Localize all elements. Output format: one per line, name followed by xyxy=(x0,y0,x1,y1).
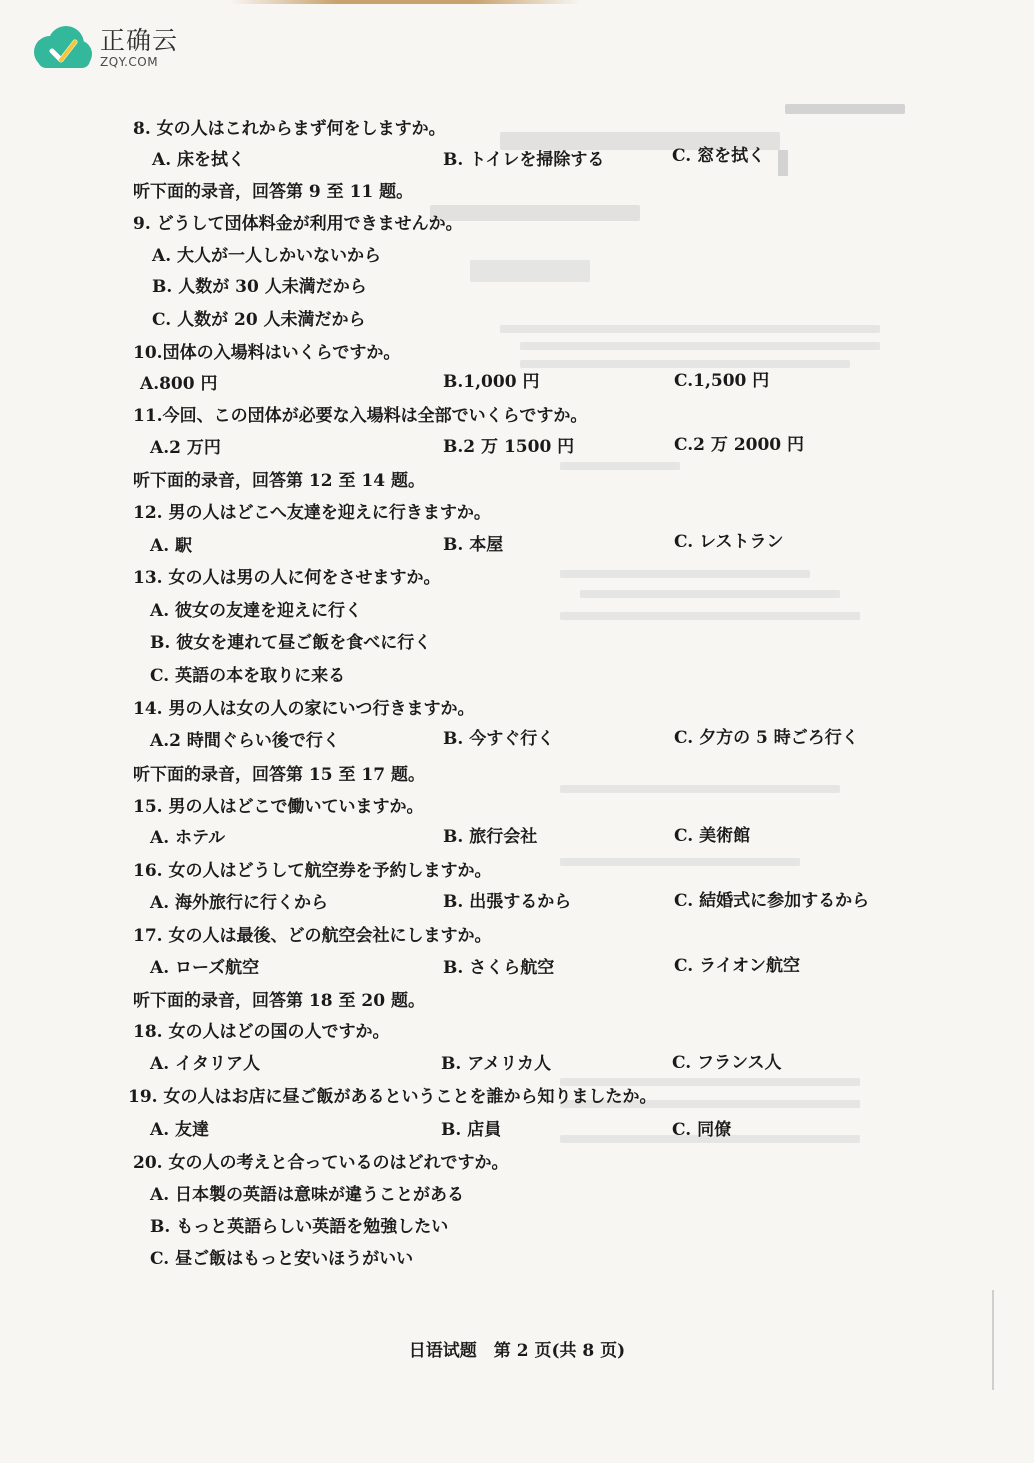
option-c: C. 英語の本を取りに来る xyxy=(150,666,346,686)
option-a: A. 日本製の英語は意味が違うことがある xyxy=(150,1185,465,1205)
page-footer: 日语试题 第 2 页(共 8 页) xyxy=(408,1341,626,1361)
option-a: A.2 時間ぐらい後で行く xyxy=(150,731,340,751)
question-15: 15. 男の人はどこで働いていますか。 xyxy=(133,797,424,817)
option-a: A.2 万円 xyxy=(150,438,221,458)
option-a: A. 大人が一人しかいないから xyxy=(152,246,382,266)
option-a: A.800 円 xyxy=(140,374,218,394)
option-a: A. 彼女の友達を迎えに行く xyxy=(150,601,363,621)
option-b: B. 店員 xyxy=(441,1120,502,1140)
option-b: B. さくら航空 xyxy=(443,958,555,978)
question-18: 18. 女の人はどの国の人ですか。 xyxy=(133,1022,390,1042)
question-19: 19. 女の人はお店に昼ご飯があるということを誰から知りましたか。 xyxy=(128,1087,657,1107)
section-instruction: 听下面的录音，回答第 9 至 11 题。 xyxy=(133,182,414,202)
option-a: A. ローズ航空 xyxy=(150,958,260,978)
question-8: 8. 女の人はこれからまず何をしますか。 xyxy=(133,119,446,139)
option-b: B. 旅行会社 xyxy=(443,827,538,847)
option-a: A. 床を拭く xyxy=(152,150,246,170)
question-20: 20. 女の人の考えと合っているのはどれですか。 xyxy=(133,1153,509,1173)
option-c: C. 昼ご飯はもっと安いほうがいい xyxy=(150,1249,414,1269)
option-c: C. レストラン xyxy=(674,532,784,552)
option-c: C. 同僚 xyxy=(672,1120,732,1140)
option-b: B.1,000 円 xyxy=(443,372,540,392)
option-b: B. アメリカ人 xyxy=(441,1054,552,1074)
question-13: 13. 女の人は男の人に何をさせますか。 xyxy=(133,568,441,588)
option-c: C. ライオン航空 xyxy=(674,956,801,976)
question-16: 16. 女の人はどうして航空券を予約しますか。 xyxy=(133,861,492,881)
option-b: B. 人数が 30 人未満だから xyxy=(152,277,367,297)
option-b: B. 今すぐ行く xyxy=(443,729,555,749)
section-instruction: 听下面的录音，回答第 15 至 17 题。 xyxy=(133,765,425,785)
option-c: C. フランス人 xyxy=(672,1053,782,1073)
option-b: B. 本屋 xyxy=(443,535,504,555)
option-a: A. イタリア人 xyxy=(150,1054,261,1074)
question-14: 14. 男の人は女の人の家にいつ行きますか。 xyxy=(133,699,475,719)
option-b: B. もっと英語らしい英語を勉強したい xyxy=(150,1217,449,1237)
option-c: C.1,500 円 xyxy=(674,371,770,391)
option-c: C.2 万 2000 円 xyxy=(674,435,805,455)
logo-domain: ZQY.COM xyxy=(100,55,159,69)
option-a: A. 海外旅行に行くから xyxy=(150,893,329,913)
question-10: 10.団体の入場料はいくらですか。 xyxy=(133,343,401,363)
option-a: A. ホテル xyxy=(150,828,226,848)
option-b: B.2 万 1500 円 xyxy=(443,437,575,457)
section-instruction: 听下面的录音，回答第 12 至 14 题。 xyxy=(133,471,425,491)
option-b: B. トイレを掃除する xyxy=(443,150,605,170)
logo-name: 正确云 xyxy=(100,26,179,55)
option-c: C. 美術館 xyxy=(674,826,751,846)
option-c: C. 結婚式に参加するから xyxy=(674,891,870,911)
option-c: C. 窓を拭く xyxy=(672,146,766,166)
option-b: B. 彼女を連れて昼ご飯を食べに行く xyxy=(150,633,432,653)
section-instruction: 听下面的录音，回答第 18 至 20 题。 xyxy=(133,991,425,1011)
option-c: C. 夕方の 5 時ごろ行く xyxy=(674,728,859,748)
question-9: 9. どうして団体料金が利用できませんか。 xyxy=(133,214,463,234)
question-17: 17. 女の人は最後、どの航空会社にしますか。 xyxy=(133,926,492,946)
option-c: C. 人数が 20 人未満だから xyxy=(152,310,366,330)
question-11: 11.今回、この団体が必要な入場料は全部でいくらですか。 xyxy=(133,406,588,426)
option-b: B. 出張するから xyxy=(443,892,572,912)
question-12: 12. 男の人はどこへ友達を迎えに行きますか。 xyxy=(133,503,491,523)
option-a: A. 駅 xyxy=(150,536,193,556)
option-a: A. 友達 xyxy=(150,1120,210,1140)
